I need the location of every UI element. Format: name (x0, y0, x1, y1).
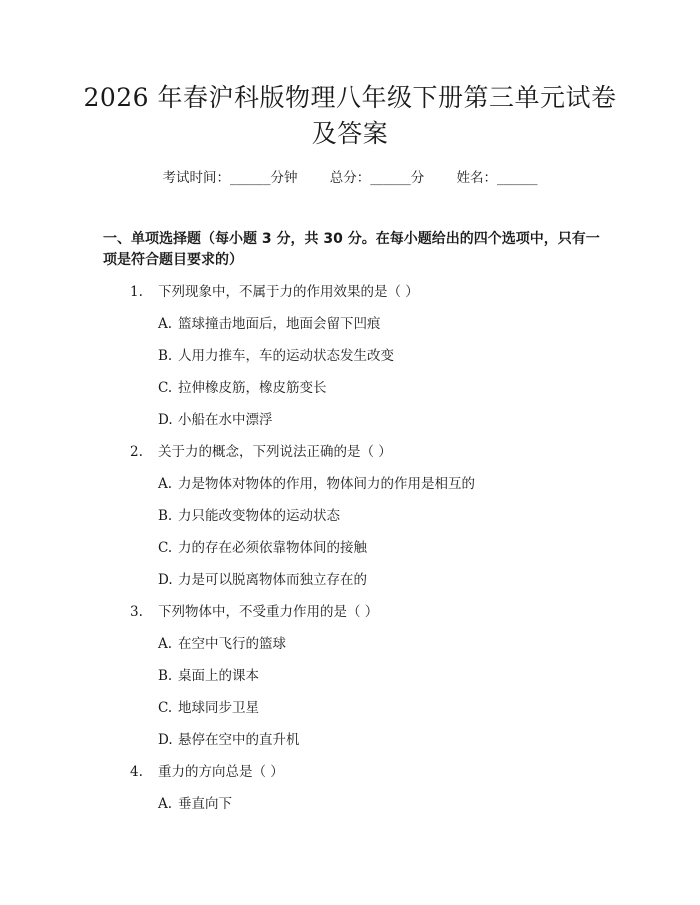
question-text: 下列物体中，不受重力作用的是（ ） (158, 604, 379, 620)
question-number: 2. (130, 444, 143, 460)
exam-time: 考试时间：______分钟 (162, 170, 298, 186)
option-text: 小船在水中漂浮 (178, 412, 273, 428)
question-text: 下列现象中，不属于力的作用效果的是（ ） (158, 284, 419, 300)
option-letter: C. (158, 540, 173, 556)
option-text: 在空中飞行的篮球 (178, 636, 286, 652)
option-letter: D. (158, 412, 173, 428)
question-3-option-a (158, 634, 286, 654)
option-letter: B. (158, 348, 173, 364)
question-2-option-a (158, 474, 475, 494)
option-text: 力是物体对物体的作用，物体间力的作用是相互的 (178, 476, 475, 492)
option-letter: A. (158, 636, 173, 652)
option-text: 桌面上的课本 (178, 668, 259, 684)
option-letter: D. (158, 732, 173, 748)
option-text: 力是可以脱离物体而独立存在的 (178, 572, 367, 588)
option-text: 悬停在空中的直升机 (178, 732, 300, 748)
option-text: 垂直向下 (178, 796, 232, 812)
question-1 (130, 282, 419, 302)
question-number: 4. (130, 764, 143, 780)
exam-name: 姓名：______ (456, 170, 538, 186)
question-1-option-c (158, 378, 327, 398)
question-1-option-a (158, 314, 381, 334)
question-2-option-b (158, 506, 340, 526)
question-text: 重力的方向总是（ ） (158, 764, 284, 780)
question-2-option-d (158, 570, 367, 590)
option-letter: A. (158, 796, 173, 812)
option-text: 地球同步卫星 (178, 700, 259, 716)
question-3-option-c (158, 698, 259, 718)
question-text: 关于力的概念，下列说法正确的是（ ） (158, 444, 392, 460)
option-letter: D. (158, 572, 173, 588)
exam-score: 总分：______分 (329, 170, 425, 186)
question-4-option-a (158, 794, 232, 814)
section-heading: 一、单项选择题（每小题 3 分，共 30 分。在每小题给出的四个选项中，只有一项是符合题目要求的） (103, 231, 600, 268)
option-letter: B. (158, 508, 173, 524)
option-text: 篮球撞击地面后，地面会留下凹痕 (178, 316, 381, 332)
option-letter: A. (158, 316, 173, 332)
question-4 (130, 762, 284, 782)
option-text: 力的存在必须依靠物体间的接触 (178, 540, 367, 556)
option-letter: A. (158, 476, 173, 492)
option-letter: B. (158, 668, 173, 684)
option-text: 力只能改变物体的运动状态 (178, 508, 340, 524)
question-number: 1. (130, 284, 143, 300)
page-title: 2026 年春沪科版物理八年级下册第三单元试卷及答案 (83, 83, 617, 148)
question-1-option-b (158, 346, 394, 366)
question-3 (130, 602, 378, 622)
question-1-option-d (158, 410, 273, 430)
question-3-option-d (158, 730, 300, 750)
option-text: 拉伸橡皮筋，橡皮筋变长 (178, 380, 327, 396)
question-number: 3. (130, 604, 143, 620)
exam-meta (0, 168, 700, 188)
option-letter: C. (158, 700, 173, 716)
option-text: 人用力推车，车的运动状态发生改变 (178, 348, 394, 364)
option-letter: C. (158, 380, 173, 396)
question-3-option-b (158, 666, 259, 686)
question-2 (130, 442, 392, 462)
question-2-option-c (158, 538, 367, 558)
